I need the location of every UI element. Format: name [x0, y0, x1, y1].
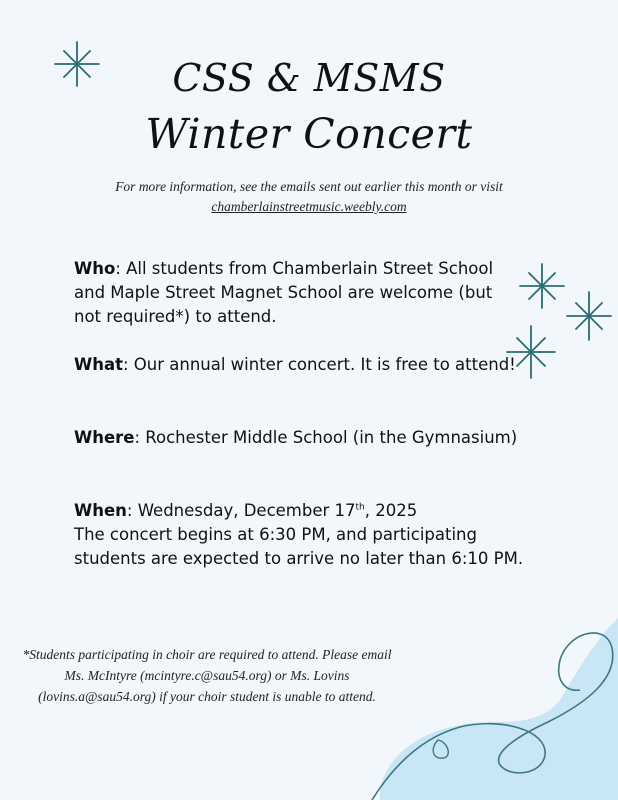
when-date-prefix: : Wednesday, December 17: [126, 501, 356, 520]
sparkle-icon: [565, 290, 613, 342]
when-details: The concert begins at 6:30 PM, and participating students are expected to arrive no later than 6:10 PM.: [74, 525, 524, 568]
choir-note: *Students participating in choir are required to attend. Please email Ms. McIntyre (mcintyre.c@sau54.org) or Ms. Lovins (lovins.a@sau54.org) if your choir student is unable to attend.: [22, 647, 392, 704]
when-date-sup: th: [355, 502, 365, 513]
who-label: Who: [74, 259, 116, 278]
when-section: [74, 499, 524, 571]
info-prefix: For more information, see the emails sent out earlier this month or visit: [115, 179, 503, 194]
sparkle-icon: [518, 262, 566, 310]
what-label: What: [74, 355, 123, 374]
title-line-1: CSS & MSMS: [172, 56, 446, 100]
when-label: When: [74, 501, 127, 520]
who-section: [74, 257, 524, 329]
info-text: [100, 177, 518, 217]
where-label: Where: [74, 428, 135, 447]
who-text: : All students from Chamberlain Street School and Maple Street Magnet School are welcome (but not required*) to attend.: [74, 259, 494, 326]
website-link[interactable]: chamberlainstreetmusic.weebly.com: [211, 199, 407, 214]
where-section: [74, 426, 524, 450]
title-line-2: Winter Concert: [145, 110, 473, 158]
what-section: [74, 353, 524, 377]
when-date-suffix: , 2025: [364, 501, 418, 520]
what-text: : Our annual winter concert. It is free to attend!: [122, 355, 516, 374]
where-text: : Rochester Middle School (in the Gymnasium): [134, 428, 518, 447]
